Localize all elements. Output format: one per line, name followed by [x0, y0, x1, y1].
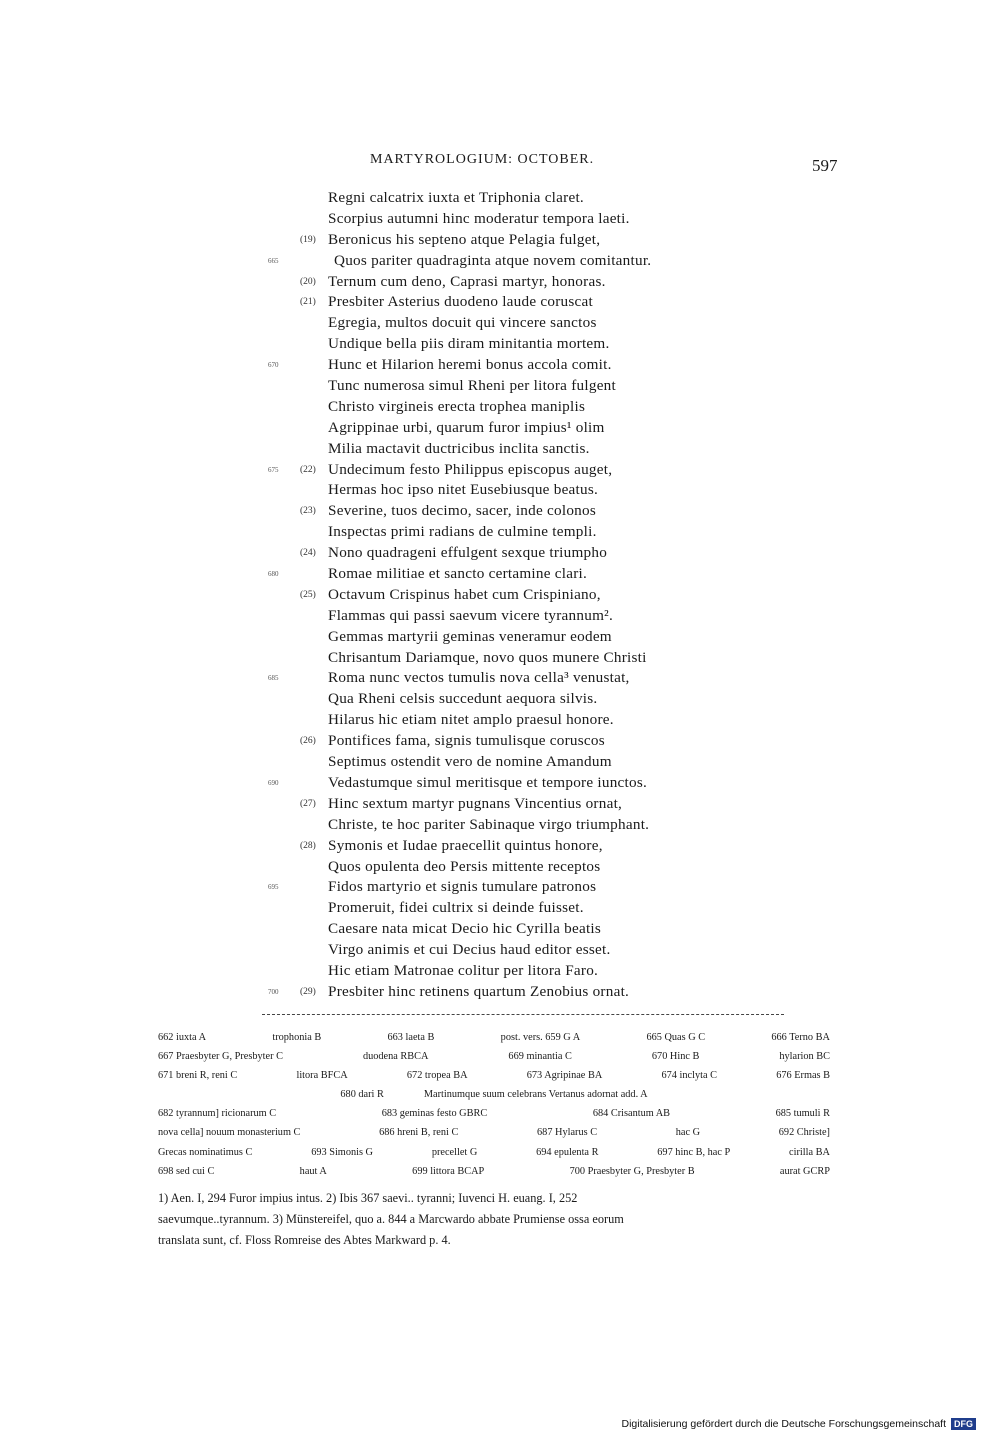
poem-line: [268, 668, 788, 689]
day-marker: (23): [300, 506, 316, 517]
verse-text: Roma nunc vectos tumulis nova cella³ venustat,: [328, 669, 630, 687]
poem-line: [268, 752, 788, 773]
poem-line: [268, 898, 788, 919]
poem-line: [268, 836, 788, 857]
verse-text: Nono quadrageni effulgent sexque triumpho: [328, 544, 608, 562]
verse-text: Undique bella piis diram minitantia mortem.: [328, 335, 610, 353]
day-marker: (26): [300, 736, 316, 747]
poem-line: [268, 857, 788, 878]
verse-text: Septimus ostendit vero de nomine Amandum: [328, 753, 612, 771]
line-number: 680: [268, 570, 279, 579]
line-number: 675: [268, 465, 279, 474]
verse-text: Hinc sextum martyr pugnans Vincentius ornat,: [328, 794, 623, 812]
poem-line: [268, 543, 788, 564]
apparatus-entry: 672 tropea BA: [406, 1070, 468, 1082]
verse-text: Quos opulenta deo Persis mittente receptos: [328, 857, 601, 875]
verse-text: Flammas qui passi saevum vicere tyrannum².: [328, 606, 613, 624]
apparatus-entry: 694 epulenta R: [536, 1146, 599, 1158]
critical-apparatus: [158, 1028, 830, 1181]
poem-line: [268, 313, 788, 334]
poem-line: [268, 961, 788, 982]
verse-text: Vedastumque simul meritisque et tempore iunctos.: [328, 773, 648, 791]
apparatus-row: [158, 1085, 830, 1104]
verse-text: Romae militiae et sancto certamine clari.: [328, 565, 588, 583]
poem-line: [268, 376, 788, 397]
verse-text: Virgo animis et cui Decius haud editor esset.: [328, 941, 611, 959]
verse-text: Hunc et Hilarion heremi bonus accola comit.: [328, 356, 612, 374]
apparatus-entry: 693 Simonis G: [311, 1146, 373, 1158]
apparatus-entry: duodena RBCA: [362, 1051, 429, 1063]
verse-text: Gemmas martyrii geminas veneramur eodem: [328, 627, 612, 645]
footnote-line: 1) Aen. I, 294 Furor impius intus. 2) Ibis 367 saevi.. tyranni; Iuvenci H. euang. I, 252: [158, 1191, 578, 1205]
verse-text: Presbiter Asterius duodeno laude coruscat: [328, 293, 593, 311]
poem-line: [268, 773, 788, 794]
apparatus-row: [158, 1066, 830, 1085]
verse-text: Scorpius autumni hinc moderatur tempora laeti.: [328, 209, 630, 227]
poem-line: [268, 731, 788, 752]
line-number: 685: [268, 674, 279, 683]
poem-line: [268, 564, 788, 585]
apparatus-entry: hylarion BC: [779, 1051, 830, 1063]
poem-line: [268, 460, 788, 481]
day-marker: (20): [300, 276, 316, 287]
apparatus-entry: 697 hinc B, hac P: [657, 1146, 731, 1158]
apparatus-entry: haut A: [299, 1165, 327, 1177]
day-marker: (27): [300, 798, 316, 809]
verse-text: Symonis et Iudae praecellit quintus honore,: [328, 836, 603, 854]
day-marker: (24): [300, 548, 316, 559]
apparatus-entry: 692 Christe]: [778, 1127, 830, 1139]
poem-line: [268, 439, 788, 460]
poem-line: [268, 982, 788, 1003]
poem-line: [268, 877, 788, 898]
verse-text: Beronicus his septeno atque Pelagia fulget,: [328, 230, 601, 248]
poem-line: [268, 334, 788, 355]
verse-text: Octavum Crispinus habet cum Crispiniano,: [328, 585, 601, 603]
poem-line: [268, 919, 788, 940]
poem-line: [268, 710, 788, 731]
apparatus-entry: litora BFCA: [296, 1070, 348, 1082]
poem-line: [268, 689, 788, 710]
verse-text: Christo virgineis erecta trophea maniplis: [328, 397, 586, 415]
poem-line: [268, 606, 788, 627]
apparatus-entry: 687 Hylarus C: [537, 1127, 598, 1139]
apparatus-entry: 670 Hinc B: [651, 1051, 700, 1063]
poem-line: [268, 251, 788, 272]
poem-line: [268, 209, 788, 230]
digitization-credit: [621, 1417, 976, 1431]
day-marker: (19): [300, 234, 316, 245]
apparatus-entry: Martinumque suum celebrans Vertanus adornat add. A: [423, 1089, 648, 1101]
line-number: 700: [268, 987, 279, 996]
poem-line: [268, 501, 788, 522]
day-marker: (28): [300, 840, 316, 851]
apparatus-entry: 684 Crisantum AB: [592, 1108, 671, 1120]
poem-line: [268, 188, 788, 209]
apparatus-entry: 663 laeta B: [387, 1032, 435, 1043]
credit-text: Digitalisierung gefördert durch die Deutsche Forschungsgemeinschaft: [621, 1418, 946, 1430]
apparatus-entry: 676 Ermas B: [776, 1070, 830, 1082]
line-number: 670: [268, 361, 279, 370]
apparatus-entry: precellet G: [431, 1146, 478, 1158]
apparatus-entry: 665 Quas G C: [646, 1032, 706, 1043]
verse-text: Fidos martyrio et signis tumulare patronos: [328, 878, 597, 896]
apparatus-entry: 674 inclyta C: [661, 1070, 717, 1082]
apparatus-entry: 662 iuxta A: [158, 1032, 207, 1043]
apparatus-row: [158, 1162, 830, 1181]
poem-line: [268, 355, 788, 376]
line-number: 690: [268, 778, 279, 787]
poem-line: [268, 815, 788, 836]
poem-line: [268, 627, 788, 648]
apparatus-entry: 669 minantia C: [508, 1051, 572, 1063]
line-number: 665: [268, 256, 279, 265]
verse-text: Severine, tuos decimo, sacer, inde colonos: [328, 502, 597, 520]
verse-text: Presbiter hinc retinens quartum Zenobius ornat.: [328, 982, 630, 1000]
dfg-logo: DFG: [951, 1418, 976, 1430]
poem-line: [268, 292, 788, 313]
running-header-title: MARTYROLOGIUM: OCTOBER.: [370, 152, 595, 167]
verse-text: Hilarus hic etiam nitet amplo praesul honore.: [328, 711, 614, 729]
apparatus-entry: post. vers. 659 G A: [500, 1032, 581, 1043]
poem-line: [268, 480, 788, 501]
apparatus-entry: hac G: [675, 1127, 701, 1139]
verse-text: Qua Rheni celsis succedunt aequora silvis.: [328, 690, 598, 708]
apparatus-entry: nova cella] nouum monasterium C: [158, 1127, 301, 1139]
poem-line: [268, 230, 788, 251]
apparatus-row: [158, 1104, 830, 1123]
apparatus-entry: cirilla BA: [789, 1146, 830, 1158]
verse-text: Chrisantum Dariamque, novo quos munere Christi: [328, 648, 647, 666]
apparatus-entry: 682 tyrannum] ricionarum C: [158, 1108, 277, 1120]
apparatus-row: [158, 1143, 830, 1162]
verse-text: Promeruit, fidei cultrix si deinde fuisset.: [328, 899, 584, 917]
apparatus-row: [158, 1047, 830, 1066]
apparatus-entry: 698 sed cui C: [158, 1165, 215, 1177]
apparatus-entry: 685 tumuli R: [775, 1108, 830, 1120]
verse-text: Inspectas primi radians de culmine templi.: [328, 523, 597, 541]
footnote-line: translata sunt, cf. Floss Romreise des Abtes Markward p. 4.: [158, 1233, 451, 1247]
apparatus-entry: 686 hreni B, reni C: [379, 1127, 459, 1139]
poem-line: [268, 585, 788, 606]
line-number: 695: [268, 883, 279, 892]
day-marker: (29): [300, 986, 316, 997]
poem-line: [268, 397, 788, 418]
poem-line: [268, 794, 788, 815]
apparatus-row: [158, 1123, 830, 1142]
apparatus-entry: 683 geminas festo GBRC: [381, 1108, 488, 1120]
apparatus-entry: aurat GCRP: [779, 1165, 830, 1177]
apparatus-entry: trophonia B: [272, 1032, 322, 1043]
apparatus-entry: Grecas nominatimus C: [158, 1146, 253, 1158]
verse-text: Milia mactavit ductricibus inclita sanctis.: [328, 439, 590, 457]
apparatus-entry: 666 Terno BA: [771, 1032, 830, 1043]
day-marker: (21): [300, 297, 316, 308]
verse-text: Regni calcatrix iuxta et Triphonia claret.: [328, 189, 584, 206]
day-marker: (25): [300, 589, 316, 600]
apparatus-row: [158, 1028, 830, 1047]
apparatus-entry: 667 Praesbyter G, Presbyter C: [158, 1051, 283, 1063]
page-number: 597: [812, 156, 838, 175]
footnotes: [158, 1188, 830, 1251]
poem-line: [268, 522, 788, 543]
verse-text: Ternum cum deno, Caprasi martyr, honoras.: [328, 272, 606, 290]
verse-text: Caesare nata micat Decio hic Cyrilla beatis: [328, 920, 602, 938]
verse-text: Agrippinae urbi, quarum furor impius¹ olim: [328, 418, 605, 436]
apparatus-entry: 671 breni R, reni C: [158, 1070, 238, 1082]
verse-text: Pontifices fama, signis tumulisque coruscos: [328, 732, 605, 750]
footnote-line: saevumque..tyrannum. 3) Münstereifel, quo a. 844 a Marcwardo abbate Prumiense ossa eorum: [158, 1212, 624, 1226]
poem-line: [268, 418, 788, 439]
poem-block: [268, 188, 788, 1003]
apparatus-entry: 673 Agripinae BA: [526, 1070, 603, 1082]
verse-text: Undecimum festo Philippus episcopus auget,: [328, 460, 613, 478]
verse-text: Quos pariter quadraginta atque novem comitantur.: [334, 251, 652, 269]
apparatus-entry: 699 littora BCAP: [412, 1165, 485, 1177]
day-marker: (22): [300, 464, 316, 475]
apparatus-entry: 700 Praesbyter G, Presbyter B: [569, 1165, 695, 1177]
verse-text: Hermas hoc ipso nitet Eusebiusque beatus.: [328, 481, 599, 499]
verse-text: Christe, te hoc pariter Sabinaque virgo triumphant.: [328, 815, 650, 833]
poem-line: [268, 648, 788, 669]
verse-text: Tunc numerosa simul Rheni per litora fulgent: [328, 377, 616, 395]
verse-text: Egregia, multos docuit qui vincere sanctos: [328, 314, 597, 332]
verse-text: Hic etiam Matronae colitur per litora Faro.: [328, 961, 599, 979]
poem-line: [268, 940, 788, 961]
apparatus-entry: 680 dari R: [340, 1089, 384, 1101]
poem-line: [268, 272, 788, 293]
apparatus-divider: [262, 1014, 784, 1015]
